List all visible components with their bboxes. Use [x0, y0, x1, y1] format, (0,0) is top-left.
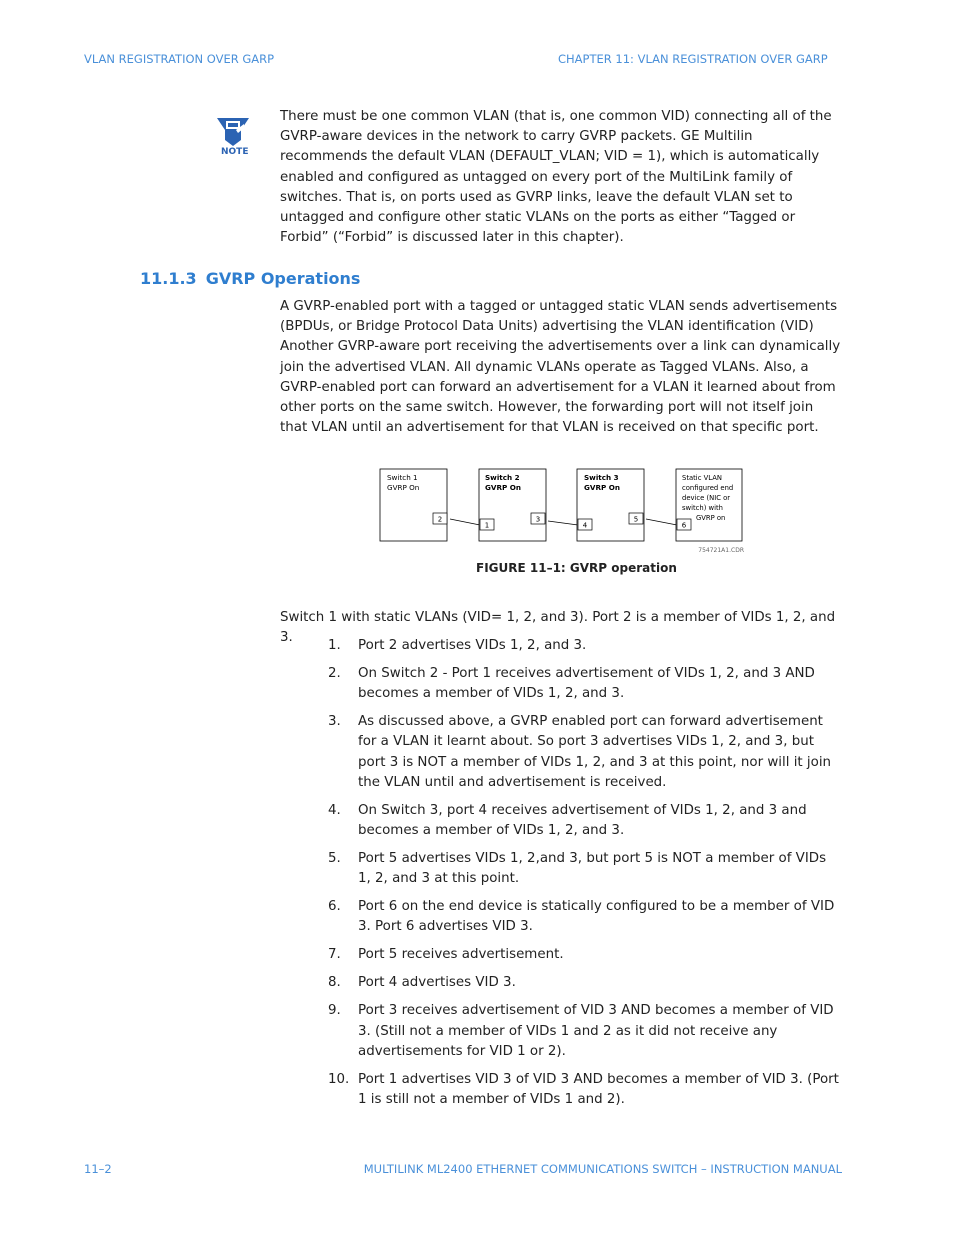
end-device-line: GVRP on — [696, 514, 726, 522]
switch-2-gvrp: GVRP On — [485, 483, 521, 492]
step-number: 5. — [328, 851, 341, 867]
list-item — [328, 973, 842, 993]
switch-3-gvrp: GVRP On — [584, 483, 620, 492]
port-1-label: 1 — [484, 521, 490, 530]
step-number: 2. — [328, 666, 341, 681]
step-text: Port 5 advertises VIDs 1, 2,and 3, but port 5 is NOT a member of VIDs 1, 2, and 3 at this point. — [358, 851, 827, 887]
step-text: Port 6 on the end device is statically configured to be a member of VID 3. Port 6 advertises VID 3. — [358, 899, 835, 935]
running-header-right: CHAPTER 11: VLAN REGISTRATION OVER GARP — [558, 52, 828, 66]
step-text: On Switch 2 - Port 1 receives advertisement of VIDs 1, 2, and 3 AND becomes a member of VIDs 1, 2, and 3. — [358, 666, 815, 702]
list-item — [328, 801, 842, 841]
port-3-label: 3 — [535, 515, 541, 524]
link-port3-port4 — [548, 521, 578, 525]
step-text: As discussed above, a GVRP enabled port can forward advertisement for a VLAN it learnt about. So port 3 advertises VIDs 1, 2, and 3, but port 3 is NOT a member of VIDs 1, 2, and 3 at this point, nor will it join the VLAN until and advertisement is received. — [358, 714, 832, 790]
steps-list — [328, 636, 842, 1118]
list-item — [328, 849, 842, 889]
list-item — [328, 664, 842, 704]
running-header-left: VLAN REGISTRATION OVER GARP — [84, 52, 275, 66]
switch-1-label: Switch 1 — [387, 473, 418, 482]
running-footer-title: MULTILINK ML2400 ETHERNET COMMUNICATIONS SWITCH – INSTRUCTION MANUAL — [363, 1162, 842, 1176]
page-number: 11–2 — [84, 1162, 112, 1176]
list-item — [328, 897, 842, 937]
gvrp-diagram — [378, 468, 748, 560]
figure-caption: FIGURE 11–1: GVRP operation — [476, 561, 677, 575]
step-number: 1. — [328, 638, 341, 653]
section-title: GVRP Operations — [205, 269, 361, 288]
step-number: 8. — [328, 975, 341, 991]
list-item — [328, 945, 842, 965]
note-text: There must be one common VLAN (that is, one common VID) connecting all of the GVRP-aware devices in the network to carry GVRP packets. GE Multilin recommends the default VLAN (DEFAULT_VLAN; VID = 1), which is automatically enabled and configured as untagged on every port of the MultiLink family of switches. That is, on ports used as GVRP links, leave the default VLAN set to untagged and configure other static VLANs on the ports as either “Tagged or Forbid” (“Forbid” is discussed later in this chapter). — [280, 109, 832, 246]
step-number: 10. — [328, 1071, 350, 1087]
link-port2-port1 — [450, 519, 480, 525]
note-icon-label: NOTE — [221, 147, 249, 157]
port-5-label: 5 — [633, 515, 639, 524]
list-item — [328, 636, 842, 656]
step-text: Port 3 receives advertisement of VID 3 AND becomes a member of VID 3. (Still not a member of VIDs 1 and 2 as it did not receive any advertisements for VID 1 or 2). — [358, 1003, 834, 1059]
end-device-line: Static VLAN — [682, 474, 722, 482]
section-body-text: A GVRP-enabled port with a tagged or untagged static VLAN sends advertisements (BPDUs, or Bridge Protocol Data Units) advertising the VLAN identification (VID) Another GVRP-aware port receiving the advertisements over a link can dynamically join the advertised VLAN. All dynamic VLANs operate as Tagged VLANs. Also, a GVRP-enabled port can forward an advertisement for a VLAN it learned about from other ports on the same switch. However, the forwarding port will not itself join that VLAN until an advertisement for that VLAN is received on that specific port. — [280, 299, 841, 436]
list-item — [328, 1001, 842, 1062]
step-text: Port 5 receives advertisement. — [358, 947, 564, 963]
step-number: 6. — [328, 899, 341, 915]
figure-file-tag: 754721A1.CDR — [698, 547, 744, 554]
step-number: 9. — [328, 1003, 341, 1019]
switch-1-gvrp: GVRP On — [387, 483, 420, 492]
section-heading — [140, 269, 360, 288]
end-device-line: configured end — [682, 484, 734, 492]
end-device-line: switch) with — [682, 504, 723, 512]
gvrp-operation-figure — [378, 468, 748, 560]
step-text: Port 2 advertises VIDs 1, 2, and 3. — [358, 638, 587, 653]
link-port5-port6 — [646, 519, 677, 525]
step-text: Port 1 advertises VID 3 of VID 3 AND becomes a member of VID 3. (Port 1 is still not a member of VIDs 1 and 2). — [358, 1071, 839, 1108]
list-item — [328, 712, 842, 793]
section-number: 11.1.3 — [140, 269, 197, 288]
steps-intro: Switch 1 with static VLANs (VID= 1, 2, and 3). Port 2 is a member of VIDs 1, 2, and 3. — [280, 610, 836, 646]
step-number: 3. — [328, 714, 341, 730]
list-item — [328, 1070, 842, 1110]
step-number: 7. — [328, 947, 341, 963]
port-6-label: 6 — [681, 521, 687, 530]
step-number: 4. — [328, 802, 341, 818]
step-text: On Switch 3, port 4 receives advertisement of VIDs 1, 2, and 3 and becomes a member of VIDs 1, 2, and 3. — [358, 802, 807, 839]
end-device-line: device (NIC or — [682, 494, 731, 502]
switch-2-label: Switch 2 — [485, 473, 520, 482]
port-2-label: 2 — [437, 515, 443, 524]
switch-3-label: Switch 3 — [584, 473, 619, 482]
step-text: Port 4 advertises VID 3. — [358, 975, 516, 991]
port-4-label: 4 — [582, 521, 588, 530]
